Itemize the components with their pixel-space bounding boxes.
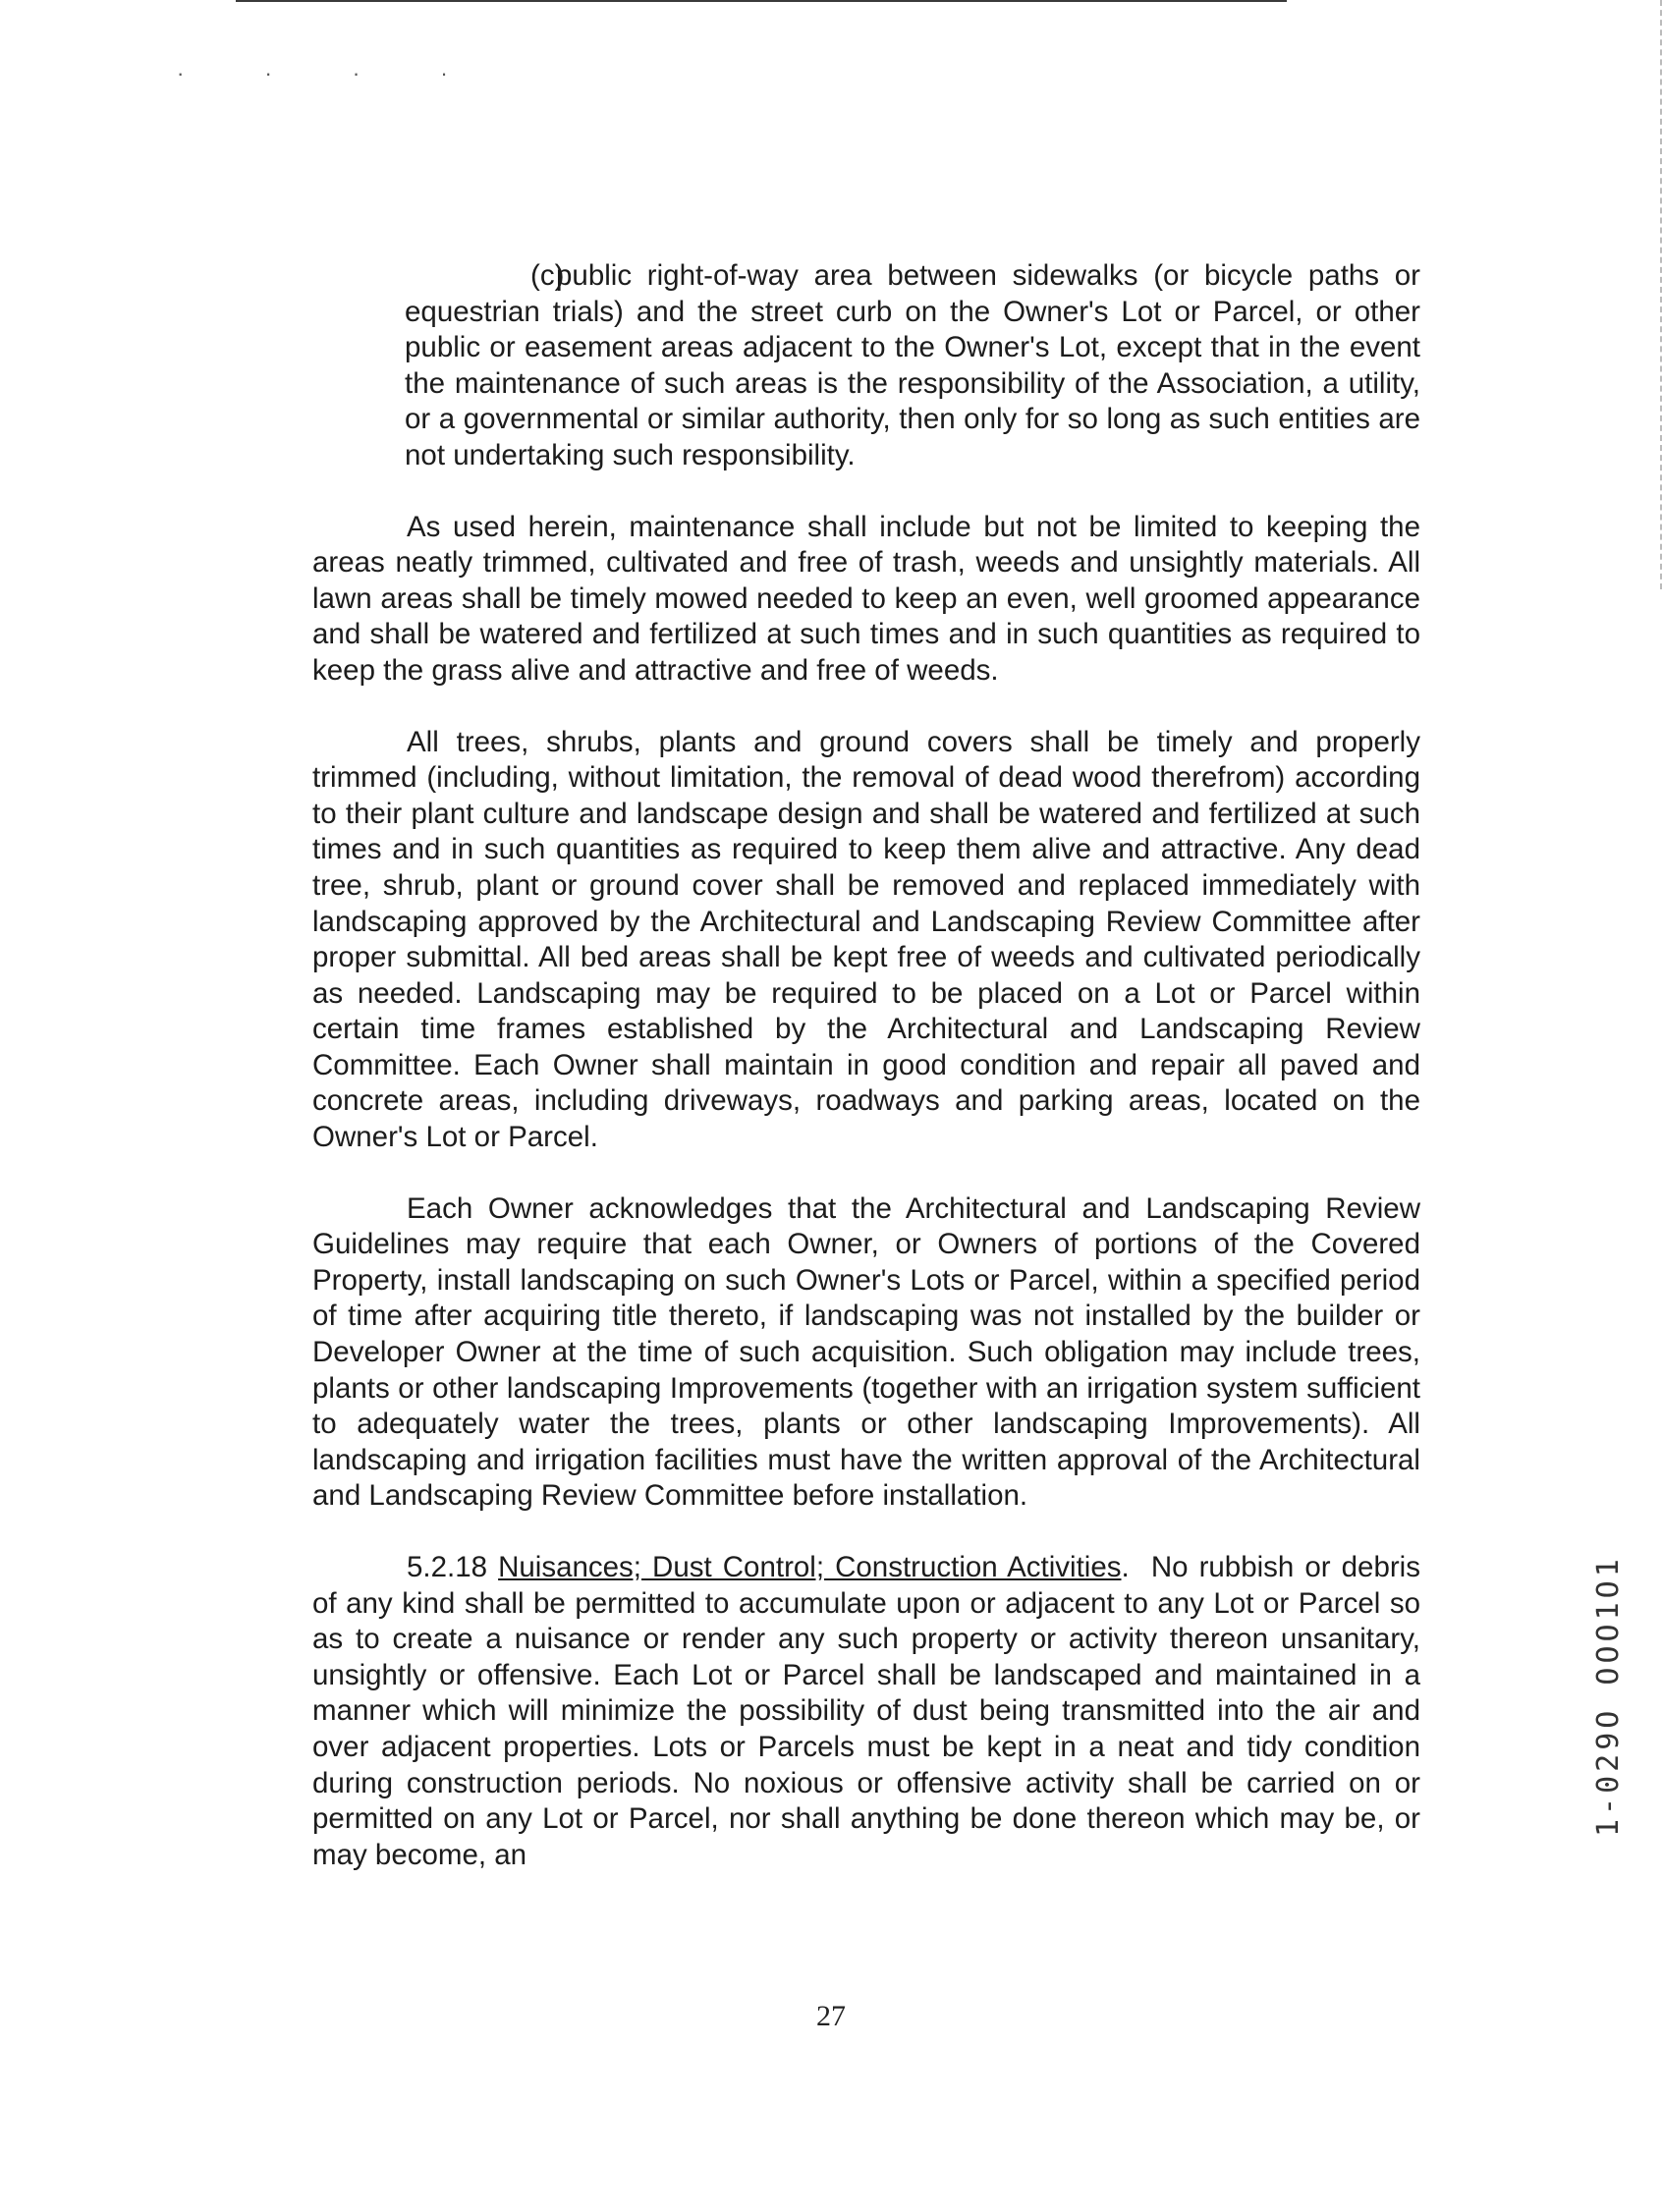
paragraph-maintenance: As used herein, maintenance shall include but not be limited to keeping the areas neatly trimmed, cultivated and free of trash, weeds and unsightly materials. All lawn areas shall be timely mowed needed to keep an even, well groomed appearance and shall be watered and fertilized at such times and in such quantities as required to keep the grass alive and attractive and free of weeds. — [312, 510, 1420, 687]
paragraph-c — [405, 258, 1420, 474]
scan-artifact-specks: · · · · — [177, 61, 485, 85]
scan-artifact-top-line — [236, 0, 1287, 2]
page-number: 27 — [816, 2000, 846, 2032]
document-body — [312, 258, 1420, 1873]
paragraph-trees: All trees, shrubs, plants and ground covers shall be timely and properly trimmed (including, without limitation, the removal of dead wood therefrom) according to their plant culture and landscape design and shall be watered and fertilized at such times and in such quantities as required to keep them alive and attractive. Any dead tree, shrub, plant or ground cover shall be removed and replaced immediately with landscaping approved by the Architectural and Landscaping Review Committee after proper submittal. All bed areas shall be kept free of weeds and cultivated periodically as needed. Landscaping may be required to be placed on a Lot or Parcel within certain time frames established by the Architectural and Landscaping Review Committee. Each Owner shall maintain in good condition and repair all paved and concrete areas, including driveways, roadways and parking areas, located on the Owner's Lot or Parcel. — [312, 725, 1420, 1154]
paragraph-owner-acknowledges: Each Owner acknowledges that the Architectural and Landscaping Review Guidelines may require that each Owner, or Owners of portions of the Covered Property, install landscaping on such Owner's Lots or Parcel, within a specified period of time after acquiring title thereto, if landscaping was not installed by the builder or Developer Owner at the time of such acquisition. Such obligation may include trees, plants or other landscaping Improvements (together with an irrigation system sufficient to adequately water the trees, plants or other landscaping Improvements). All landscaping and irrigation facilities must have the written approval of the Architectural and Landscaping Review Committee before installation. — [312, 1191, 1420, 1513]
section-number: 5.2.18 — [407, 1551, 488, 1583]
scan-artifact-right-edge — [1657, 0, 1662, 589]
recording-stamp: 1-029O OOO1O1 — [1591, 1555, 1626, 1837]
section-5-2-18 — [312, 1550, 1420, 1873]
section-heading-end: . — [1121, 1551, 1130, 1583]
paragraph-c-label: (c) — [530, 259, 565, 292]
paragraph-c-text: public right-of-way area between sidewalks (or bicycle paths or equestrian trials) and the street curb on the Owner's Lot or Parcel, or other public or easement areas adjacent to the Owner's Lot, except that in the event the maintenance of such areas is the responsibility of the Association, a utility, or a governmental or similar authority, then only for so long as such entities are not undertaking such responsibility. — [405, 259, 1420, 471]
section-text: No rubbish or debris of any kind shall be permitted to accumulate upon or adjacent to any Lot or Parcel so as to create a nuisance or render any such property or activity thereon unsanitary, unsightly or offensive. Each Lot or Parcel shall be landscaped and maintained in a manner which will minimize the possibility of dust being transmitted into the air and over adjacent properties. Lots or Parcels must be kept in a neat and tidy condition during construction periods. No noxious or offensive activity shall be carried on or permitted on any Lot or Parcel, nor shall anything be done thereon which may be, or may become, an — [312, 1551, 1420, 1871]
section-heading: Nuisances; Dust Control; Construction Activities — [498, 1551, 1122, 1583]
